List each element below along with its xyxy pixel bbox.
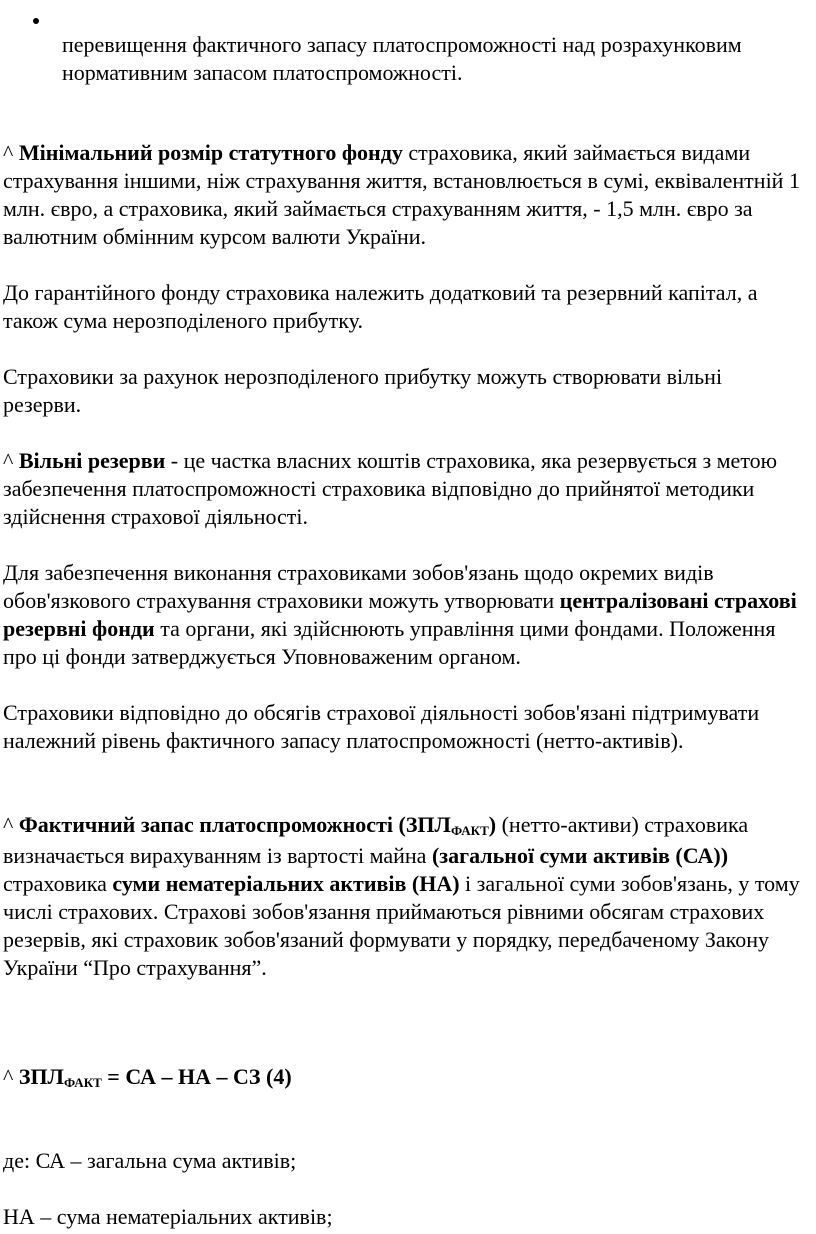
- paragraph-text: (нетто-активи) страховика визначається вирахуванням із вартості майна: [3, 812, 749, 868]
- caret-marker: ^: [3, 1064, 14, 1089]
- bullet-marker: [33, 18, 39, 24]
- formula-expression: $ЗПЛ_{ФАКТ}$ = СА – НА – СЗ (4): [18, 1064, 292, 1090]
- paragraph-solvency-obligation: Страховики відповідно до обсягів страхової діяльності зобов'язані підтримувати належний рівень фактичного запасу платоспроможності (нетто-активів).: [3, 700, 760, 753]
- paragraph-centralized-funds: [3, 559, 803, 671]
- paragraph-text: страховика, який займається видами страхування іншими, ніж страхування життя, встановлюється в сумі, еквівалентній 1 млн. євро, а страховика, який займається страхуванням життя, - 1,5 млн. євро за валютним обмінним курсом валюти України.: [3, 140, 800, 249]
- paragraph-guarantee-fund: До гарантійного фонду страховика належить додатковий та резервний капітал, а також сума нерозподіленого прибутку.: [3, 280, 758, 333]
- term-intangible-assets: суми нематеріальних активів (НА): [112, 871, 460, 896]
- paragraph-text: - це частка власних коштів страховика, яка резервується з метою забезпечення платоспроможності страховика відповідно до прийнятої методики здійснення страхової діяльності.: [3, 448, 778, 529]
- formula: [3, 1063, 803, 1094]
- bullet-item-text: перевищення фактичного запасу платоспроможності над розрахунковим нормативним запасом платоспроможності.: [62, 32, 742, 85]
- paragraph-free-reserves-intro: Страховики за рахунок нерозподіленого прибутку можуть створювати вільні резерви.: [3, 364, 723, 417]
- term-total-assets: (загальної суми активів (СА)): [431, 843, 729, 868]
- caret-marker: ^: [3, 448, 14, 473]
- paragraph-text: та органи, які здійснюють управління цими фондами. Положення про ці фонди затверджується Уповноваженим органом.: [3, 616, 776, 669]
- paragraph-free-reserves-def: [3, 447, 803, 531]
- term-free-reserves: Вільні резерви: [18, 448, 166, 473]
- paragraph-text: і загальної суми зобов'язань, у тому числі страхових. Страхові зобов'язання приймаються рівними обсягам страхових резервів, які страховик зобов'язаний формувати у порядку, передбаченому Закону України “Про страхування”.: [3, 871, 800, 980]
- caret-marker: ^: [3, 140, 14, 165]
- term-charter-fund: Мінімальний розмір статутного фонду: [18, 140, 403, 165]
- paragraph-text: страховика: [3, 871, 113, 896]
- definition-intangible-assets: НА – сума нематеріальних активів;: [3, 1204, 333, 1229]
- caret-marker: ^: [3, 812, 14, 837]
- paragraph-actual-solvency: [3, 811, 803, 982]
- term-actual-solvency: Фактичний запас платоспроможності $(ЗПЛ_{ФАКТ})$: [18, 812, 497, 838]
- definition-total-assets: де: СА – загальна сума активів;: [3, 1148, 297, 1173]
- paragraph-text: Для забезпечення виконання страховиками зобов'язань щодо окремих видів обов'язкового страхування страховики можуть утворювати: [3, 560, 714, 613]
- term-centralized-funds: централізовані страхові резервні фонди: [3, 588, 797, 641]
- paragraph-charter-fund: [3, 139, 803, 251]
